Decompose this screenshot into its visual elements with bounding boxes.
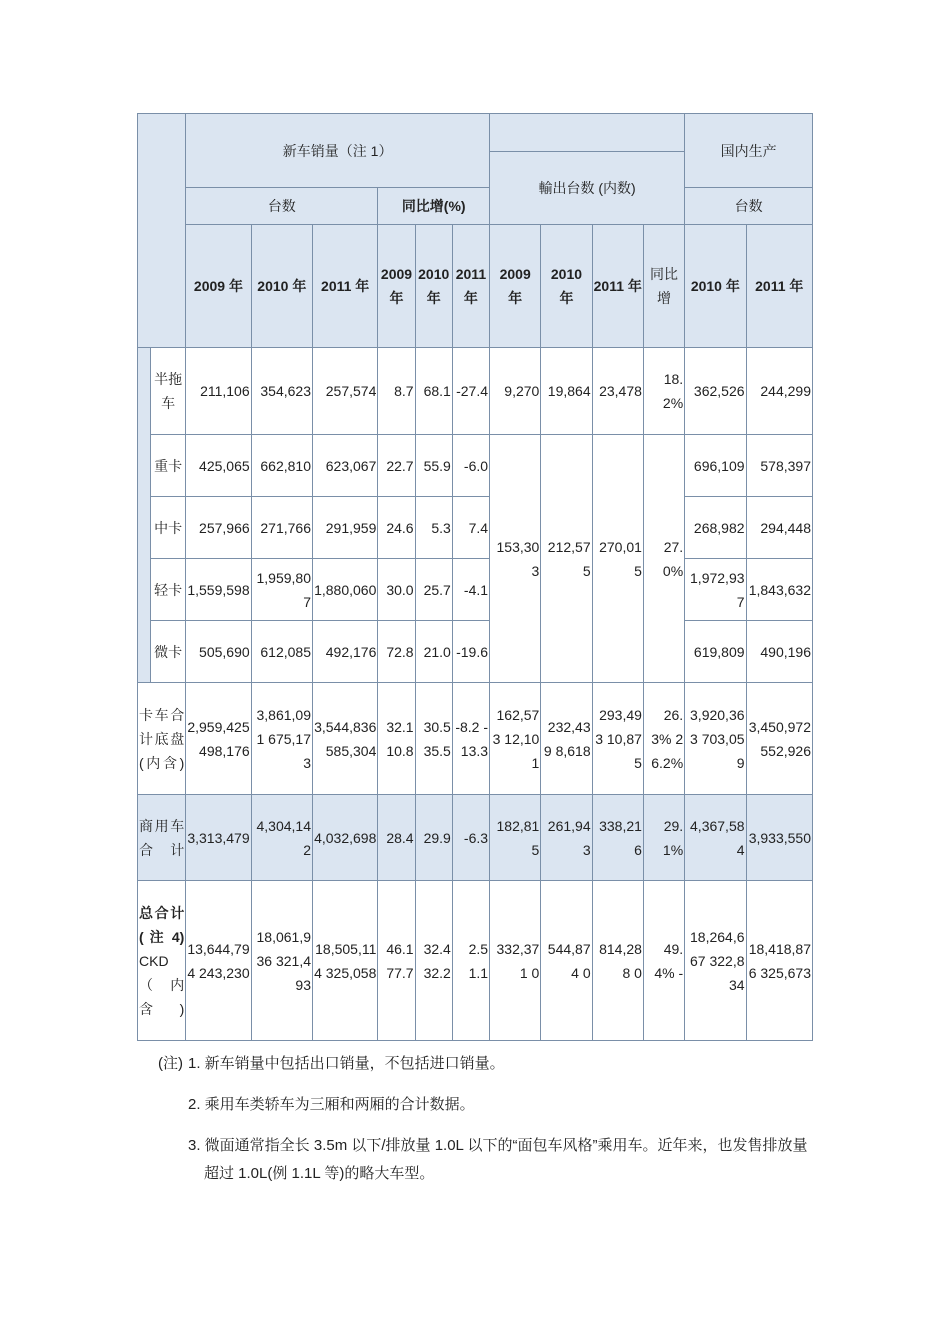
sales-2010: 18,061,936 321,493 <box>251 881 312 1041</box>
row-label: 卡车合计底盘(内含) <box>138 683 186 795</box>
footnotes <box>158 1050 818 1201</box>
export-2010: 232,439 8,618 <box>541 683 592 795</box>
year-2010-header: 2010 年 <box>251 225 312 348</box>
table-row <box>138 683 813 795</box>
domestic-2010: 3,920,363 703,059 <box>685 683 746 795</box>
table-row <box>138 881 813 1041</box>
export-yoy-merged: 27.0% <box>643 435 684 683</box>
export-yoy-header: 同比增 <box>643 225 684 348</box>
sales-2010: 1,959,807 <box>251 559 312 621</box>
export-yoy: 29.1% <box>643 795 684 881</box>
row-label: 半拖车 <box>151 348 186 435</box>
new-car-sales-header: 新车销量（注 1） <box>186 114 490 188</box>
yoy-2009: 28.4 <box>378 795 415 881</box>
domestic-2011: 3,450,972 552,926 <box>746 683 812 795</box>
domestic-2010: 362,526 <box>685 348 746 435</box>
domestic-2010: 696,109 <box>685 435 746 497</box>
domestic-2011: 244,299 <box>746 348 812 435</box>
yoy-2010: 29.9 <box>415 795 452 881</box>
header-spacer <box>490 114 685 152</box>
domestic-2011: 490,196 <box>746 621 812 683</box>
domestic-2010: 18,264,667 322,834 <box>685 881 746 1041</box>
sales-2011: 4,032,698 <box>313 795 378 881</box>
row-label-total: 总合计( 注 4) <box>139 904 185 945</box>
year-2009-header: 2009 年 <box>186 225 251 348</box>
units-header: 台数 <box>186 188 378 225</box>
yoy-2009: 32.1 10.8 <box>378 683 415 795</box>
sales-2010: 4,304,142 <box>251 795 312 881</box>
domestic-2011: 578,397 <box>746 435 812 497</box>
export-2010-header: 2010 年 <box>541 225 592 348</box>
export-2011: 814,288 0 <box>592 881 643 1041</box>
domestic-2011-header: 2011 年 <box>746 225 812 348</box>
yoy-2010-header: 2010 年 <box>415 225 452 348</box>
domestic-2010: 619,809 <box>685 621 746 683</box>
domestic-production-header: 国内生产 <box>685 114 813 188</box>
table-row <box>138 348 813 435</box>
footnote-prefix: (注) <box>158 1055 183 1072</box>
yoy-2009: 30.0 <box>378 559 415 621</box>
export-2009: 332,371 0 <box>490 881 541 1041</box>
export-2010: 261,943 <box>541 795 592 881</box>
table-row <box>138 497 813 559</box>
domestic-2010-header: 2010 年 <box>685 225 746 348</box>
yoy-2011: -6.3 <box>452 795 489 881</box>
export-2010: 544,874 0 <box>541 881 592 1041</box>
table-row <box>138 621 813 683</box>
sales-2011: 492,176 <box>313 621 378 683</box>
yoy-2010: 5.3 <box>415 497 452 559</box>
yoy-2011: -4.1 <box>452 559 489 621</box>
row-label: 微卡 <box>151 621 186 683</box>
indent-cell <box>138 348 151 683</box>
domestic-2011: 294,448 <box>746 497 812 559</box>
domestic-2010: 4,367,584 <box>685 795 746 881</box>
footnote-1-text: 1. 新车销量中包括出口销量，不包括进口销量。 <box>188 1055 505 1072</box>
domestic-2011: 18,418,876 325,673 <box>746 881 812 1041</box>
year-2011-header: 2011 年 <box>313 225 378 348</box>
sales-2011: 3,544,836 585,304 <box>313 683 378 795</box>
yoy-2011: -19.6 <box>452 621 489 683</box>
sales-2009: 211,106 <box>186 348 251 435</box>
sales-2009: 425,065 <box>186 435 251 497</box>
domestic-2011: 1,843,632 <box>746 559 812 621</box>
footnote-2-text: 2. 乘用车类轿车为三厢和两厢的合计数据。 <box>188 1096 475 1113</box>
sales-2010: 3,861,091 675,173 <box>251 683 312 795</box>
footnote-3 <box>158 1132 818 1188</box>
export-2011: 293,493 10,875 <box>592 683 643 795</box>
export-2009-merged: 153,303 <box>490 435 541 683</box>
footnote-3-text: 3. 微面通常指全长 3.5m 以下/排放量 1.0L 以下的“面包车风格”乘用车。近年来，也发售排放量超过 1.0L(例 1.1L 等)的略大车型。 <box>188 1137 808 1182</box>
export-2011: 23,478 <box>592 348 643 435</box>
row-label: 轻卡 <box>151 559 186 621</box>
export-2009-header: 2009 年 <box>490 225 541 348</box>
yoy-2011: -6.0 <box>452 435 489 497</box>
sales-2011: 18,505,114 325,058 <box>313 881 378 1041</box>
sales-2009: 3,313,479 <box>186 795 251 881</box>
table-row <box>138 559 813 621</box>
yoy-2009: 22.7 <box>378 435 415 497</box>
table-row <box>138 795 813 881</box>
yoy-2009: 46.1 77.7 <box>378 881 415 1041</box>
export-units-header: 輸出台数 (内数) <box>490 152 685 225</box>
sales-table <box>137 113 813 1041</box>
yoy-2010: 55.9 <box>415 435 452 497</box>
yoy-2009: 72.8 <box>378 621 415 683</box>
row-label: 中卡 <box>151 497 186 559</box>
domestic-2010: 1,972,937 <box>685 559 746 621</box>
row-label: 商用车合计 <box>138 795 186 881</box>
yoy-header: 同比增(%) <box>378 188 490 225</box>
yoy-2011: -8.2 -13.3 <box>452 683 489 795</box>
export-yoy: 26.3% 26.2% <box>643 683 684 795</box>
yoy-2009: 24.6 <box>378 497 415 559</box>
export-2010: 19,864 <box>541 348 592 435</box>
yoy-2010: 25.7 <box>415 559 452 621</box>
export-2009: 182,815 <box>490 795 541 881</box>
sales-2009: 505,690 <box>186 621 251 683</box>
footnote-2 <box>158 1091 818 1119</box>
yoy-2010: 30.5 35.5 <box>415 683 452 795</box>
yoy-2011: 2.5 1.1 <box>452 881 489 1041</box>
domestic-2011: 3,933,550 <box>746 795 812 881</box>
sales-2010: 612,085 <box>251 621 312 683</box>
corner-cell <box>138 114 186 348</box>
sales-2011: 1,880,060 <box>313 559 378 621</box>
sales-2011: 623,067 <box>313 435 378 497</box>
export-2009: 162,573 12,101 <box>490 683 541 795</box>
export-2011-merged: 270,015 <box>592 435 643 683</box>
sales-2010: 271,766 <box>251 497 312 559</box>
yoy-2010: 32.4 32.2 <box>415 881 452 1041</box>
yoy-2009-header: 2009 年 <box>378 225 415 348</box>
yoy-2011: 7.4 <box>452 497 489 559</box>
export-yoy: 49.4% - <box>643 881 684 1041</box>
export-2010-merged: 212,575 <box>541 435 592 683</box>
export-2011-header: 2011 年 <box>592 225 643 348</box>
export-yoy: 18.2% <box>643 348 684 435</box>
yoy-2009: 8.7 <box>378 348 415 435</box>
sales-2009: 2,959,425 498,176 <box>186 683 251 795</box>
export-2011: 338,216 <box>592 795 643 881</box>
yoy-2011-header: 2011 年 <box>452 225 489 348</box>
table-row <box>138 435 813 497</box>
sales-2009: 1,559,598 <box>186 559 251 621</box>
export-2009: 9,270 <box>490 348 541 435</box>
sales-2010: 354,623 <box>251 348 312 435</box>
domestic-2010: 268,982 <box>685 497 746 559</box>
row-label-ckd: CKD（内含) <box>139 952 185 1017</box>
yoy-2011: -27.4 <box>452 348 489 435</box>
sales-2009: 257,966 <box>186 497 251 559</box>
domestic-units-header: 台数 <box>685 188 813 225</box>
yoy-2010: 68.1 <box>415 348 452 435</box>
sales-2009: 13,644,794 243,230 <box>186 881 251 1041</box>
sales-2011: 291,959 <box>313 497 378 559</box>
sales-2010: 662,810 <box>251 435 312 497</box>
footnote-1 <box>158 1050 818 1078</box>
sales-2011: 257,574 <box>313 348 378 435</box>
yoy-2010: 21.0 <box>415 621 452 683</box>
row-label: 重卡 <box>151 435 186 497</box>
row-label <box>138 881 186 1041</box>
